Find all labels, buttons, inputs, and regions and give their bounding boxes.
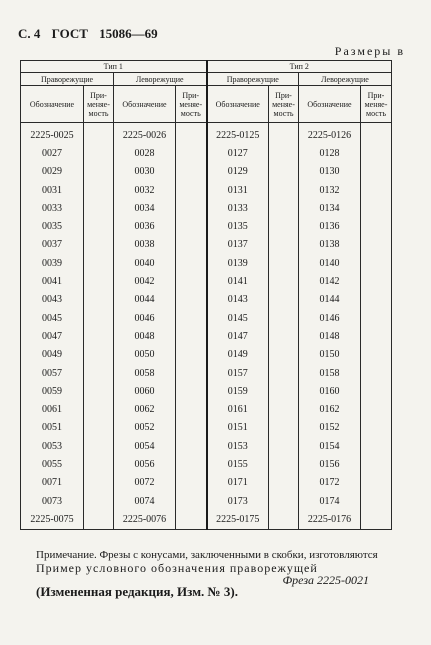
application-cell bbox=[361, 236, 392, 254]
designation-cell: 0049 bbox=[21, 346, 84, 364]
designation-cell: 0053 bbox=[21, 437, 84, 455]
application-cell bbox=[84, 199, 114, 217]
application-cell bbox=[361, 327, 392, 345]
application-cell bbox=[269, 236, 299, 254]
application-cell bbox=[84, 236, 114, 254]
application-cell bbox=[269, 455, 299, 473]
designation-cell: 0048 bbox=[114, 327, 176, 345]
application-cell bbox=[269, 291, 299, 309]
designation-cell: 2225-0026 bbox=[114, 123, 176, 145]
designation-column-header: Обозначение bbox=[114, 86, 176, 123]
table-row bbox=[21, 272, 392, 290]
designation-cell: 0071 bbox=[21, 474, 84, 492]
standard-number: 15086—69 bbox=[99, 26, 158, 41]
designation-cell: 0129 bbox=[207, 163, 269, 181]
table-row bbox=[21, 382, 392, 400]
edition-note: (Измененная редакция, Изм. № 3). bbox=[36, 584, 238, 599]
application-column-header: При-меняе-мость bbox=[269, 86, 299, 123]
application-cell bbox=[176, 474, 207, 492]
designation-cell: 0145 bbox=[207, 309, 269, 327]
designation-cell: 0128 bbox=[299, 144, 361, 162]
designation-cell: 0144 bbox=[299, 291, 361, 309]
designation-cell: 0137 bbox=[207, 236, 269, 254]
page-header bbox=[18, 26, 158, 42]
designation-cell: 0173 bbox=[207, 492, 269, 510]
application-cell bbox=[361, 272, 392, 290]
designation-cell: 0040 bbox=[114, 254, 176, 272]
application-cell bbox=[361, 163, 392, 181]
table-row bbox=[21, 236, 392, 254]
application-cell bbox=[269, 492, 299, 510]
application-cell bbox=[84, 346, 114, 364]
type2-left-header: Леворежущие bbox=[299, 73, 392, 86]
designation-cell: 0058 bbox=[114, 364, 176, 382]
table-row bbox=[21, 455, 392, 473]
application-cell bbox=[84, 492, 114, 510]
table-row bbox=[21, 474, 392, 492]
designation-cell: 0037 bbox=[21, 236, 84, 254]
application-cell bbox=[269, 272, 299, 290]
table-row bbox=[21, 309, 392, 327]
application-cell bbox=[176, 492, 207, 510]
table-row bbox=[21, 327, 392, 345]
application-cell bbox=[269, 309, 299, 327]
application-cell bbox=[84, 144, 114, 162]
designation-cell: 0140 bbox=[299, 254, 361, 272]
application-cell bbox=[361, 492, 392, 510]
designation-cell: 0134 bbox=[299, 199, 361, 217]
designation-cell: 0052 bbox=[114, 419, 176, 437]
application-cell bbox=[176, 419, 207, 437]
type1-left-header: Леворежущие bbox=[114, 73, 207, 86]
designation-cell: 0057 bbox=[21, 364, 84, 382]
designation-cell: 0139 bbox=[207, 254, 269, 272]
application-cell bbox=[84, 382, 114, 400]
designation-cell: 0072 bbox=[114, 474, 176, 492]
designation-cell: 0131 bbox=[207, 181, 269, 199]
application-cell bbox=[361, 455, 392, 473]
application-cell bbox=[361, 382, 392, 400]
application-cell bbox=[361, 437, 392, 455]
table-row bbox=[21, 346, 392, 364]
application-cell bbox=[361, 181, 392, 199]
application-cell bbox=[176, 346, 207, 364]
application-cell bbox=[176, 309, 207, 327]
application-cell bbox=[361, 144, 392, 162]
application-cell bbox=[176, 199, 207, 217]
designation-cell: 2225-0025 bbox=[21, 123, 84, 145]
designation-cell: 0162 bbox=[299, 400, 361, 418]
designation-cell: 0034 bbox=[114, 199, 176, 217]
table-row bbox=[21, 510, 392, 529]
designation-column-header: Обозначение bbox=[21, 86, 84, 123]
designation-cell: 2225-0076 bbox=[114, 510, 176, 529]
application-cell bbox=[84, 419, 114, 437]
designation-cell: 0133 bbox=[207, 199, 269, 217]
designation-cell: 0143 bbox=[207, 291, 269, 309]
designation-column-header: Обозначение bbox=[299, 86, 361, 123]
application-column-header: При-меняе-мость bbox=[176, 86, 207, 123]
designation-cell: 0150 bbox=[299, 346, 361, 364]
application-cell bbox=[269, 199, 299, 217]
designation-cell: 0172 bbox=[299, 474, 361, 492]
designation-cell: 0028 bbox=[114, 144, 176, 162]
application-cell bbox=[269, 163, 299, 181]
example-label: Пример условного обозначения праворежущей bbox=[36, 561, 318, 575]
standard-label: ГОСТ bbox=[51, 26, 88, 41]
application-cell bbox=[176, 455, 207, 473]
application-cell bbox=[84, 123, 114, 145]
designation-cell: 0074 bbox=[114, 492, 176, 510]
designation-cell: 0060 bbox=[114, 382, 176, 400]
designation-cell: 0130 bbox=[299, 163, 361, 181]
application-cell bbox=[269, 382, 299, 400]
application-cell bbox=[269, 474, 299, 492]
designation-cell: 2225-0126 bbox=[299, 123, 361, 145]
table-row bbox=[21, 144, 392, 162]
designation-cell: 0153 bbox=[207, 437, 269, 455]
designation-cell: 0029 bbox=[21, 163, 84, 181]
table-row bbox=[21, 291, 392, 309]
designation-cell: 0055 bbox=[21, 455, 84, 473]
designation-cell: 0046 bbox=[114, 309, 176, 327]
application-cell bbox=[84, 272, 114, 290]
application-cell bbox=[361, 291, 392, 309]
designation-cell: 0039 bbox=[21, 254, 84, 272]
designation-cell: 0031 bbox=[21, 181, 84, 199]
designation-cell: 0138 bbox=[299, 236, 361, 254]
application-cell bbox=[269, 400, 299, 418]
designation-cell: 0158 bbox=[299, 364, 361, 382]
designation-cell: 0073 bbox=[21, 492, 84, 510]
designation-cell: 0132 bbox=[299, 181, 361, 199]
application-cell bbox=[176, 437, 207, 455]
application-cell bbox=[84, 437, 114, 455]
application-cell bbox=[361, 364, 392, 382]
application-cell bbox=[269, 254, 299, 272]
designation-cell: 0059 bbox=[21, 382, 84, 400]
application-column-header: При-меняе-мость bbox=[361, 86, 392, 123]
designation-cell: 0159 bbox=[207, 382, 269, 400]
application-cell bbox=[176, 327, 207, 345]
application-cell bbox=[84, 163, 114, 181]
application-column-header: При-меняе-мость bbox=[84, 86, 114, 123]
application-cell bbox=[361, 199, 392, 217]
table-row bbox=[21, 217, 392, 235]
designation-cell: 0027 bbox=[21, 144, 84, 162]
application-cell bbox=[269, 510, 299, 529]
application-cell bbox=[176, 291, 207, 309]
table-row bbox=[21, 492, 392, 510]
application-cell bbox=[84, 510, 114, 529]
application-cell bbox=[176, 236, 207, 254]
designation-column-header: Обозначение bbox=[207, 86, 269, 123]
designation-cell: 0146 bbox=[299, 309, 361, 327]
application-cell bbox=[269, 144, 299, 162]
table-row bbox=[21, 163, 392, 181]
application-cell bbox=[269, 123, 299, 145]
designation-cell: 0152 bbox=[299, 419, 361, 437]
designation-cell: 0157 bbox=[207, 364, 269, 382]
designation-cell: 0045 bbox=[21, 309, 84, 327]
designation-cell: 0050 bbox=[114, 346, 176, 364]
application-cell bbox=[84, 327, 114, 345]
designation-cell: 0155 bbox=[207, 455, 269, 473]
table-row bbox=[21, 400, 392, 418]
application-cell bbox=[84, 364, 114, 382]
table-row bbox=[21, 123, 392, 145]
designation-cell: 0041 bbox=[21, 272, 84, 290]
designation-cell: 0161 bbox=[207, 400, 269, 418]
designation-cell: 0036 bbox=[114, 217, 176, 235]
designation-table bbox=[20, 60, 392, 530]
type2-right-header: Праворежущие bbox=[207, 73, 299, 86]
application-cell bbox=[84, 291, 114, 309]
designation-cell: 0062 bbox=[114, 400, 176, 418]
application-cell bbox=[84, 474, 114, 492]
designation-cell: 0154 bbox=[299, 437, 361, 455]
application-cell bbox=[84, 400, 114, 418]
type2-header: Тип 2 bbox=[207, 61, 392, 73]
example-designation: Фреза 2225-0021 bbox=[282, 573, 369, 587]
application-cell bbox=[84, 309, 114, 327]
designation-cell: 0032 bbox=[114, 181, 176, 199]
designation-cell: 0149 bbox=[207, 346, 269, 364]
designation-cell: 0151 bbox=[207, 419, 269, 437]
designation-cell: 0148 bbox=[299, 327, 361, 345]
designation-cell: 0030 bbox=[114, 163, 176, 181]
application-cell bbox=[361, 123, 392, 145]
designation-cell: 0142 bbox=[299, 272, 361, 290]
table-note: Примечание. Фрезы с конусами, заключенными в скобки, изготовляются bbox=[36, 549, 378, 561]
table-row bbox=[21, 419, 392, 437]
designation-cell: 0047 bbox=[21, 327, 84, 345]
application-cell bbox=[176, 217, 207, 235]
designation-cell: 0160 bbox=[299, 382, 361, 400]
application-cell bbox=[269, 419, 299, 437]
designation-cell: 0174 bbox=[299, 492, 361, 510]
type1-header: Тип 1 bbox=[21, 61, 207, 73]
designation-cell: 0061 bbox=[21, 400, 84, 418]
table-row bbox=[21, 254, 392, 272]
application-cell bbox=[269, 364, 299, 382]
application-cell bbox=[176, 181, 207, 199]
designation-cell: 0156 bbox=[299, 455, 361, 473]
table-row bbox=[21, 199, 392, 217]
designation-cell: 0056 bbox=[114, 455, 176, 473]
application-cell bbox=[361, 217, 392, 235]
designation-cell: 0171 bbox=[207, 474, 269, 492]
designation-cell: 0054 bbox=[114, 437, 176, 455]
table-row bbox=[21, 437, 392, 455]
page-number: С. 4 bbox=[18, 26, 41, 41]
application-cell bbox=[176, 364, 207, 382]
table-row bbox=[21, 364, 392, 382]
application-cell bbox=[361, 419, 392, 437]
application-cell bbox=[84, 181, 114, 199]
application-cell bbox=[361, 346, 392, 364]
type1-right-header: Праворежущие bbox=[21, 73, 114, 86]
dimensions-label: Размеры в bbox=[334, 44, 405, 58]
designation-cell: 2225-0075 bbox=[21, 510, 84, 529]
designation-cell: 0038 bbox=[114, 236, 176, 254]
designation-cell: 0147 bbox=[207, 327, 269, 345]
application-cell bbox=[269, 181, 299, 199]
application-cell bbox=[84, 254, 114, 272]
application-cell bbox=[269, 327, 299, 345]
application-cell bbox=[269, 437, 299, 455]
application-cell bbox=[176, 254, 207, 272]
designation-cell: 0127 bbox=[207, 144, 269, 162]
application-cell bbox=[176, 400, 207, 418]
application-cell bbox=[176, 144, 207, 162]
application-cell bbox=[269, 346, 299, 364]
application-cell bbox=[84, 217, 114, 235]
application-cell bbox=[361, 400, 392, 418]
designation-cell: 0044 bbox=[114, 291, 176, 309]
application-cell bbox=[176, 163, 207, 181]
application-cell bbox=[269, 217, 299, 235]
application-cell bbox=[176, 272, 207, 290]
application-cell bbox=[361, 254, 392, 272]
designation-cell: 0141 bbox=[207, 272, 269, 290]
designation-cell: 2225-0176 bbox=[299, 510, 361, 529]
application-cell bbox=[361, 474, 392, 492]
designation-cell: 0043 bbox=[21, 291, 84, 309]
designation-cell: 0033 bbox=[21, 199, 84, 217]
designation-cell: 0136 bbox=[299, 217, 361, 235]
application-cell bbox=[84, 455, 114, 473]
application-cell bbox=[176, 510, 207, 529]
designation-cell: 2225-0125 bbox=[207, 123, 269, 145]
application-cell bbox=[176, 382, 207, 400]
designation-cell: 0042 bbox=[114, 272, 176, 290]
designation-cell: 0135 bbox=[207, 217, 269, 235]
designation-cell: 2225-0175 bbox=[207, 510, 269, 529]
designation-cell: 0051 bbox=[21, 419, 84, 437]
application-cell bbox=[176, 123, 207, 145]
designation-cell: 0035 bbox=[21, 217, 84, 235]
application-cell bbox=[361, 309, 392, 327]
table-row bbox=[21, 181, 392, 199]
application-cell bbox=[361, 510, 392, 529]
